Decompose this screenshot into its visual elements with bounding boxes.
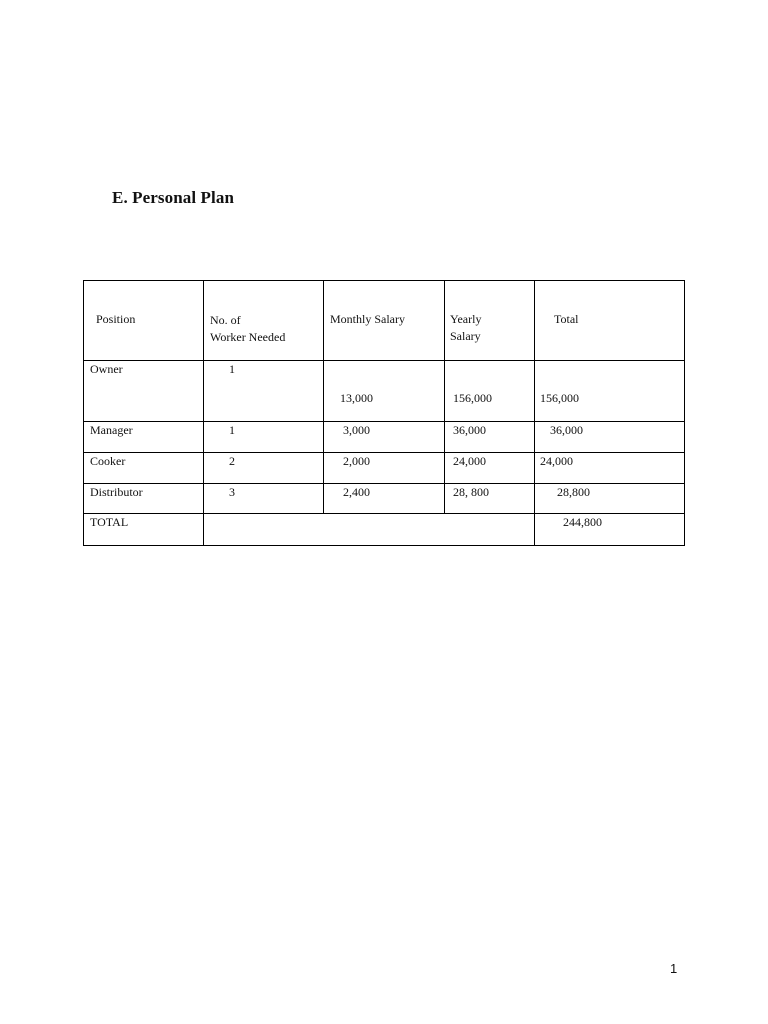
row-workers-cell bbox=[204, 422, 324, 453]
row-monthly-cell bbox=[324, 422, 445, 453]
header-total-label: Total bbox=[554, 312, 579, 326]
row-position-cell bbox=[84, 484, 204, 514]
row-total-cell bbox=[535, 361, 685, 422]
row-position-cell bbox=[84, 422, 204, 453]
row-position: Manager bbox=[90, 423, 133, 437]
header-yearly-label-line2: Salary bbox=[450, 329, 481, 343]
row-yearly: 36,000 bbox=[453, 423, 486, 437]
row-total: 24,000 bbox=[540, 454, 573, 468]
row-workers: 3 bbox=[229, 485, 235, 499]
row-total-cell bbox=[535, 453, 685, 484]
table-total-row bbox=[84, 514, 685, 546]
table-row bbox=[84, 484, 685, 514]
row-yearly: 24,000 bbox=[453, 454, 486, 468]
row-yearly: 28, 800 bbox=[453, 485, 489, 499]
row-total: 36,000 bbox=[550, 423, 583, 437]
row-position: Owner bbox=[90, 362, 123, 376]
header-position-label: Position bbox=[96, 312, 136, 326]
row-monthly: 3,000 bbox=[343, 423, 370, 437]
table-row bbox=[84, 453, 685, 484]
section-heading: E. Personal Plan bbox=[112, 188, 235, 207]
row-workers: 2 bbox=[229, 454, 235, 468]
table-row bbox=[84, 422, 685, 453]
row-workers: 1 bbox=[229, 423, 235, 437]
total-label-cell bbox=[84, 514, 204, 546]
row-monthly-cell bbox=[324, 484, 445, 514]
row-total-cell bbox=[535, 422, 685, 453]
row-monthly: 2,000 bbox=[343, 454, 370, 468]
row-yearly-cell bbox=[445, 361, 535, 422]
row-yearly-cell bbox=[445, 422, 535, 453]
header-cell-yearly bbox=[445, 281, 535, 361]
row-yearly-cell bbox=[445, 453, 535, 484]
row-yearly: 156,000 bbox=[453, 391, 492, 405]
row-total: 28,800 bbox=[557, 485, 590, 499]
row-workers-cell bbox=[204, 484, 324, 514]
row-monthly-cell bbox=[324, 361, 445, 422]
row-position: Distributor bbox=[90, 485, 143, 499]
row-monthly-cell bbox=[324, 453, 445, 484]
header-cell-workers bbox=[204, 281, 324, 361]
header-cell-position bbox=[84, 281, 204, 361]
total-value-cell bbox=[535, 514, 685, 546]
total-empty-cell bbox=[204, 514, 535, 546]
row-position: Cooker bbox=[90, 454, 126, 468]
row-monthly: 13,000 bbox=[340, 391, 373, 405]
row-monthly: 2,400 bbox=[343, 485, 370, 499]
row-workers-cell bbox=[204, 453, 324, 484]
row-position-cell bbox=[84, 361, 204, 422]
row-workers-cell bbox=[204, 361, 324, 422]
page-number: 1 bbox=[670, 961, 678, 976]
total-value: 244,800 bbox=[563, 515, 602, 529]
header-workers-label-line1: No. of bbox=[210, 313, 241, 327]
row-total-cell bbox=[535, 484, 685, 514]
table-row bbox=[84, 361, 685, 422]
header-monthly-label: Monthly Salary bbox=[330, 312, 405, 326]
row-workers: 1 bbox=[229, 362, 235, 376]
row-position-cell bbox=[84, 453, 204, 484]
total-label: TOTAL bbox=[90, 515, 129, 529]
header-cell-total bbox=[535, 281, 685, 361]
header-cell-monthly bbox=[324, 281, 445, 361]
header-yearly-label-line1: Yearly bbox=[450, 312, 482, 326]
personal-plan-table bbox=[83, 280, 685, 546]
header-workers-label-line2: Worker Needed bbox=[210, 330, 286, 344]
row-yearly-cell bbox=[445, 484, 535, 514]
row-total: 156,000 bbox=[540, 391, 579, 405]
table-header-row bbox=[84, 281, 685, 361]
